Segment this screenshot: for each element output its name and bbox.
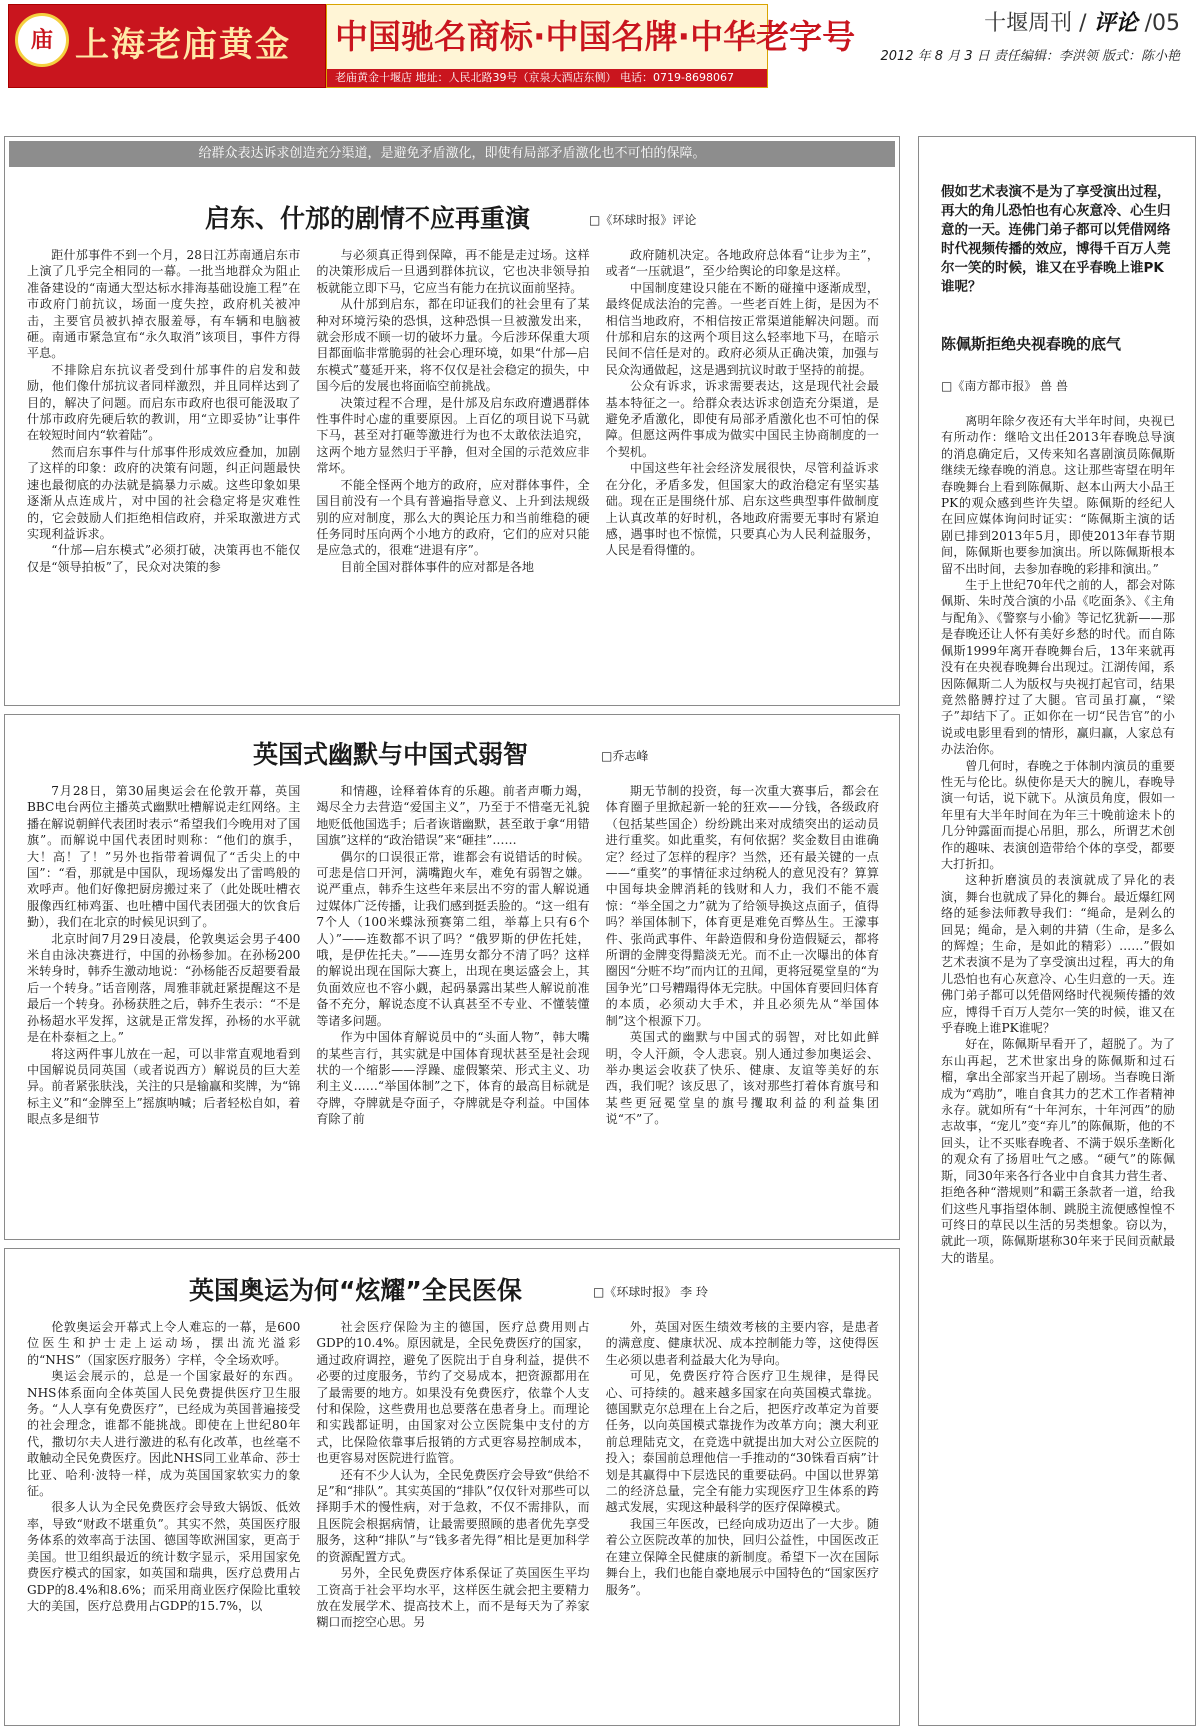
article-column-1 xyxy=(27,247,300,695)
ad-contact-text: 老庙黄金十堰店 地址：人民北路39号（京泉大酒店东侧） 电话：0719-8698067 xyxy=(335,71,734,84)
paragraph: “什邡—启东模式”必须打破，决策再也不能仅仅是“领导拍板”了，民众对决策的参 xyxy=(27,543,301,574)
paragraph: 可见，免费医疗符合医疗卫生规律，是得民心、可持续的。越来越多国家在向英国模式靠拢。德国默克尔总理在上台之后，把医疗改革定为首要任务，以向英国模式靠拢作为改革方向；澳大利亚前总理陆克文，在竞选中就提出加大对公立医院的投入；泰国前总理他信一手推动的“30铢看百病”计划是其赢得中下层选民的重要砝码。中国以世界第二的经济总量，完全有能力实现医疗卫生体系的跨越式发展，实现这种最科学的医疗保障模式。 xyxy=(605,1369,879,1515)
paragraph: 偶尔的口误很正常，谁都会有说错话的时候。可悲是信口开河，满嘴跑火车，难免有弱智之嫌。说严重点，韩乔生这些年来层出不穷的雷人解说通过媒体广泛传播，让我们感到挺丢脸的。“这一组有7个人（100米蝶泳预赛第二组，举幕上只有6个人）”——连数都不识了吗？“俄罗斯的伊佐托娃，哦，是伊佐托夫。”——连男女都分不清了吗？这样的解说出现在国际大赛上，出现在奥运盛会上，其负面效应也不容小觑，起码暴露出某些人解说前准备不充分，解说态度不认真甚至不专业、不懂装懂等诸多问题。 xyxy=(316,849,590,1028)
article-column-2 xyxy=(316,783,589,1231)
paragraph: 不能全怪两个地方的政府，应对群体事件，全国目前没有一个具有普遍指导意义、上升到法规级别的应对制度，那么大的舆论压力和当前维稳的硬任务同时压向两个小地方的政府，它们的应对只能是应急式的，很难“进退有序”。 xyxy=(316,477,590,558)
ad-slogan: 中国驰名商标·中国名牌·中华老字号 xyxy=(335,17,856,56)
ad-brand-name: 上海老庙黄金 xyxy=(75,25,291,65)
article-banner: 给群众表达诉求创造充分渠道，是避免矛盾激化，即使有局部矛盾激化也不可怕的保障。 xyxy=(9,141,895,167)
article-column-1 xyxy=(27,1319,300,1719)
paragraph: 决策过程不合理，是什邡及启东政府遭遇群体性事件时心虚的重要原因。上百亿的项目说下马就下马，甚至对打砸等激进行为也不太敢依法追究，这两个地方显然归于平静，但对全国的示范效应非常坏。 xyxy=(316,395,590,476)
article-qidong-shifang xyxy=(4,136,900,706)
paragraph: 北京时间7月29日凌晨，伦敦奥运会男子400米自由泳决赛进行，中国的孙杨参加。在孙杨200米转身时，韩乔生激动地说：“孙杨能否反超要看最后一个转身。”话音刚落，周雅菲就赶紧提醒这不是最后一个转身。孙杨获胜之后，韩乔生表示：“不是孙杨超水平发挥，这就是正常发挥，孙杨的水平就是在朴泰桓之上。” xyxy=(27,931,301,1045)
article-source: □《环球时报》 李 玲 xyxy=(593,1285,708,1299)
page-title: 十堰周刊 / 评论 /05 xyxy=(984,11,1180,36)
paragraph: 然而启东事件与什邡事件形成效应叠加，加剧了这样的印象：政府的决策有问题，纠正问题最快速也最彻底的办法就是搞暴力示威。这些印象如果逐渐从点连成片，对中国的社会稳定将是灾难性的，它会鼓励人们拒绝相信政府，并采取激进方式实现利益诉求。 xyxy=(27,444,301,541)
article-body xyxy=(27,247,879,695)
article-source: □《环球时报》评论 xyxy=(589,213,697,227)
article-column-2 xyxy=(316,1319,589,1719)
section-name: 评论 xyxy=(1093,11,1138,36)
paragraph: 这种折磨演员的表演就成了异化的表演，舞台也就成了异化的舞台。最近爆红网络的延参法师教导我们：“绳命，是剁么的回晃；绳命，是入刺的井猜（生命，是多么的辉煌；生命，是如此的精彩）……”假如艺术表演不是为了享受演出过程，再大的角儿恐怕也有心灰意冷、心生归意的一天。连佛门弟子都可以凭借网络时代视频传播的效应，博得千百万人莞尔一笑的时候，谁又在乎春晚上谁PK谁呢？ xyxy=(941,873,1175,1036)
article-column-3 xyxy=(606,783,879,1231)
article-british-humor xyxy=(4,714,900,1240)
sidebar-source: □《南方都市报》 兽 兽 xyxy=(941,379,1068,393)
paragraph: 伦敦奥运会开幕式上令人难忘的一幕，是600位医生和护士走上运动场，摆出流光溢彩的“NHS”（国家医疗服务）字样，令全场欢呼。 xyxy=(27,1320,301,1367)
paragraph: 和情趣，诠释着体育的乐趣。前者声嘶力竭，竭尽全力去营造“爱国主义”，乃至于不惜毫无礼貌地贬低他国选手；后者诙谐幽默，甚至敢于拿“用错国旗”这样的“政治错误”来“砸挂”…… xyxy=(316,784,590,848)
paragraph: 我国三年医改，已经向成功迈出了一大步。随着公立医院改革的加快，回归公益性，中国医改正在建立保障全民健康的新制度。希望下一次在国际舞台上，我们也能自豪地展示中国特色的“国家医疗服务”。 xyxy=(605,1516,879,1597)
paragraph: 期无节制的投资，每一次重大赛事后，都会在体育圈子里掀起新一轮的狂欢——分钱，各级政府（包括某些国企）纷纷跳出来对成绩突出的运动员进行重奖。如此重奖，有何依据？奖金数目由谁确定？经过了怎样的程序？当然，还有最关键的一点——“重奖”的事情征求过纳税人的意见没有？算算中国每块金牌消耗的钱财和人力，我们不能不震惊：“举全国之力”就为了给领导换这点面子，值得吗？举国体制下，体育更是难免百弊丛生。王濛事件、张尚武事件、年龄造假和身份造假疑云，都将所谓的金牌变得黯淡无光。而不止一次曝出的体育圈因“分赃不均”而内讧的丑闻，更将冠冕堂皇的“为国争光”口号糟蹋得体无完肤。中国体育要回归体育的本质，必须动大手术，并且必须先从“举国体制”这个根源下刀。 xyxy=(605,784,879,1028)
date-editor-line: 2012 年 8 月 3 日 责任编辑：李洪领 版式：陈小艳 xyxy=(880,49,1180,64)
article-column-3 xyxy=(606,1319,879,1719)
sidebar-headline: 陈佩斯拒绝央视春晚的底气 xyxy=(941,335,1122,353)
page-header xyxy=(880,6,1180,64)
paragraph: 奥运会展示的，总是一个国家最好的东西。NHS体系面向全体英国人民免费提供医疗卫生服务。“人人享有免费医疗”，已经成为英国普遍接受的社会理念，谁都不能挑战。即使在上世纪80年代，撒切尔夫人进行激进的私有化改革，也丝毫不敢触动全民免费医疗。因此NHS同工业革命、莎士比亚、哈利·波特一样，成为英国国家软实力的象征。 xyxy=(27,1369,301,1499)
sidebar-lede: 假如艺术表演不是为了享受演出过程，再大的角儿恐怕也有心灰意冷、心生归意的一天。连佛门弟子都可以凭借网络时代视频传播的效应，博得千百万人莞尔一笑的时候，谁又在乎春晚上谁PK谁呢？ xyxy=(941,184,1171,295)
paragraph: 另外，全民免费医疗体系保证了英国医生平均工资高于社会平均水平，这样医生就会把主要精力放在发展学术、提高技术上，而不是每天为了养家糊口而挖空心思。另 xyxy=(316,1566,590,1630)
paragraph: 英国式的幽默与中国式的弱智，对比如此鲜明，令人汗颜，令人悲哀。别人通过参加奥运会、举办奥运会收获了快乐、健康、友谊等美好的东西，我们呢？该反思了，该对那些打着体育旗号和某些更冠冕堂皇的旗号攫取利益的利益集团说“不”了。 xyxy=(605,1030,879,1127)
paragraph: 从什邡到启东，都在印证我们的社会里有了某种对环境污染的恐惧，这种恐惧一旦被激发出来，就会形成不顾一切的破坏力量。今后涉环保重大项目都面临非常脆弱的社会心理环境，如果“什邡—启东模式”蔓延开来，将不仅仅是社会稳定的损失，中国今后的发展也将面临空前挑战。 xyxy=(316,297,590,394)
ad-brand-panel xyxy=(8,4,326,88)
page-number: /05 xyxy=(1144,11,1180,36)
article-headline: 英国奥运为何“炫耀”全民医保 xyxy=(189,1276,522,1305)
article-column-1 xyxy=(27,783,300,1231)
paragraph: 社会医疗保险为主的德国，医疗总费用则占GDP的10.4%。原因就是，全民免费医疗的国家，通过政府调控，避免了医院出于自身利益，提供不必要的过度服务，节约了交易成本，把资源都用在了最需要的地方。如果没有免费医疗，依靠个人支付和保险，这些费用也总要落在患者身上。而理论和实践都证明，由国家对公立医院集中支付的方式，比保险依靠事后报销的方式更容易控制成本，也更容易对医院进行监管。 xyxy=(316,1320,590,1466)
paragraph: 7月28日，第30届奥运会在伦敦开幕，英国BBC电台两位主播英式幽默吐槽解说走红网络。主播在解说朝鲜代表团时表示“希望我们今晚用对了国旗”。而解说中国代表团时则称：“他们的旗手，大！高！了！”另外也指带着调侃了“舌尖上的中国”：“看，那就是中国队，现场爆发出了雷鸣般的欢呼声。他们好像把厨房搬过来了（此处既吐槽衣服像西红柿鸡蛋、也吐槽中国代表团强大的饮食后勤），我们在北京的时候见识到了。 xyxy=(27,784,301,930)
paragraph: 不排除启东抗议者受到什邡事件的启发和鼓励，他们像什邡抗议者同样激烈，并且同样达到了目的，解决了问题。而启东市政府也很可能汲取了什邡市政府先硬后软的教训，用“立即妥协”让事件在较短时间内“软着陆”。 xyxy=(27,362,301,443)
article-uk-healthcare xyxy=(4,1248,900,1726)
paragraph: 曾几何时，春晚之于体制内演员的重要性无与伦比。纵使你是天大的腕儿，春晚导演一句话，说下就下。从演员角度，假如一年里有大半年时间在为年三十晚前途未卜的几分钟露面而提心吊胆，那么，所谓艺术创作的趣味、表演创造带给个体的享受，都要大打折扣。 xyxy=(941,758,1175,871)
paragraph: 作为中国体育解说员中的“头面人物”，韩大嘴的某些言行，其实就是中国体育现状甚至是社会现状的一个缩影——浮躁、虚假繁荣、形式主义、功利主义……“举国体制”之下，体育的最高目标就是夺牌，夺牌就是夺面子，夺牌就是夺利益。中国体育除了前 xyxy=(316,1030,590,1127)
paragraph: 生于上世纪70年代之前的人，都会对陈佩斯、朱时茂合演的小品《吃面条》、《主角与配角》、《警察与小偷》等记忆犹新——那是春晚还让人怀有美好乡愁的时代。而自陈佩斯1999年离开春晚舞台后，13年来就再没有在央视春晚舞台出现过。江湖传闻，系因陈佩斯二人为版权与央视打起官司，结果竟然骼膊拧过了大腿。官司虽打赢，“梁子”却结下了。正如你在一切“民告官”的小说或电影里看到的情形，赢归赢，人家总有办法治你。 xyxy=(941,578,1175,757)
paragraph: 很多人认为全民免费医疗会导致大锅饭、低效率，导致“财政不堪重负”。其实不然，英国医疗服务体系的效率高于法国、德国等欧洲国家，更高于美国。世卫组织最近的统计数字显示，采用国家免费医疗模式的国家，如英国和瑞典，医疗总费用占GDP的8.4%和8.6%；而采用商业医疗保险比重较大的美国，医疗总费用占GDP的15.7%，以 xyxy=(27,1500,301,1613)
sidebar-body xyxy=(941,413,1175,1713)
paragraph: 还有不少人认为，全民免费医疗会导致“供给不足”和“排队”。其实英国的“排队”仅仅针对那些可以择期手术的慢性病，对于急救，不仅不需排队，而且医院会根据病情，让最需要照顾的患者优先享受服务，这种“排队”与“钱多者先得”相比是更加科学的资源配置方式。 xyxy=(316,1467,590,1564)
article-body xyxy=(27,1319,879,1719)
ad-slogan-panel xyxy=(326,4,856,88)
masthead-advertisement xyxy=(8,4,856,90)
ad-logo: 庙 xyxy=(15,13,69,67)
paragraph: 目前全国对群体事件的应对都是各地 xyxy=(340,559,535,574)
ad-contact-strip xyxy=(327,69,767,87)
article-headline: 启东、什邡的剧情不应再重演 xyxy=(205,204,531,233)
article-column-2 xyxy=(316,247,589,695)
paragraph: 将这两件事儿放在一起，可以非常直观地看到中国解说员同英国（或者说西方）解说员的巨大差异。前者紧张肤浅，关注的只是输赢和奖牌，为“锦标主义”和“金牌至上”摇旗呐喊；后者轻松自如，着眼点多是细节 xyxy=(27,1046,301,1127)
article-source: □乔志峰 xyxy=(601,749,649,763)
paragraph: 公众有诉求，诉求需要表达，这是现代社会最基本特征之一。给群众表达诉求创造充分渠道，是避免矛盾激化，即使有局部矛盾激化也不可怕的保障。但愿这两件事成为做实中国民主协商制度的一个契机。 xyxy=(605,379,879,459)
paper-name: 十堰周刊 xyxy=(984,11,1073,36)
paragraph: 与必须真正得到保障，再不能是走过场。这样的决策形成后一旦遇到群体抗议，它也决非领导拍板就能立即下马，它应当有能力在抗议面前坚持。 xyxy=(316,248,590,295)
article-body xyxy=(27,783,879,1231)
article-column-3 xyxy=(606,247,879,695)
paragraph: 外，英国对医生绩效考核的主要内容，是患者的满意度、健康状况、成本控制能力等，这使得医生必须以患者利益最大化为导向。 xyxy=(605,1320,879,1367)
paragraph: 离明年除夕夜还有大半年时间，央视已有所动作：继哈文出任2013年春晚总导演的消息确定后，又传来知名喜剧演员陈佩斯继续无缘春晚的消息。这让那些寄望在明年春晚舞台上看到陈佩斯、赵本山两大小品王PK的观众感到些许失望。陈佩斯的经纪人在回应媒体询问时证实：“陈佩斯主演的话剧已排到2013年5月，即使2013年春节期间，陈佩斯也要参加演出。所以陈佩斯根本留不出时间，去参加春晚的彩排和演出。” xyxy=(941,414,1175,576)
paragraph: 好在，陈佩斯早看开了，超脱了。为了东山再起，艺术世家出身的陈佩斯和过石榴，拿出全部家当开起了剧场。当春晚日渐成为“鸡肋”，唯自食其力的艺术工作者精神永存。就如所有“十年河东，十年河西”的励志故事，“宠儿”变“弃儿”的陈佩斯，他的不回头，让不买账春晚者、不满于娱乐垄断化的观众有了扬眉吐气之感。“硬气”的陈佩斯，同30年来各行各业中自食其力营生者、拒绝各种“潜规则”和霸王条款者一道，给我们这些凡事指望体制、跳脱主流便感惶惶不可终日的草民以生活的另类想象。窃以为，就此一项，陈佩斯堪称30年来于民间贡献最大的谐星。 xyxy=(941,1037,1175,1265)
article-headline: 英国式幽默与中国式弱智 xyxy=(253,740,529,769)
paragraph: 距什邡事件不到一个月，28日江苏南通启东市上演了几乎完全相同的一幕。一批当地群众为阻止准备建设的“南通大型达标水排海基础设施工程”在市政府门前抗议，场面一度失控，政府机关被冲击，主要官员被扒掉衣服羞辱，有车辆和电脑被砸。南通市紧急宣布“永久取消”该项目，事件方得平息。 xyxy=(27,248,301,361)
paragraph: 中国这些年社会经济发展很快，尽管利益诉求在分化，矛盾多发，但国家大的政治稳定有坚实基础。现在正是围绕什邡、启东这些典型事件做制度上认真改革的好时机，各地政府需要无事时有紧迫感，遇事时也不惊慌，只要真心为人民利益服务，人民是看得懂的。 xyxy=(605,461,879,558)
sidebar-article-chen-peisi xyxy=(918,136,1196,1726)
paragraph: 中国制度建设只能在不断的碰撞中逐渐成型，最终促成法治的完善。一些老百姓上街，是因为不相信当地政府，不相信按正常渠道能解决问题。而什邡和启东的这两个项目这么轻率地下马，在暗示民间不信任是对的。政府必须从正确决策，加强与民众沟通做起，这是遇到抗议时敢于坚持的前提。 xyxy=(605,280,879,377)
paragraph: 政府随机决定。各地政府总体看“让步为主”，或者“一压就退”，至少给舆论的印象是这样。 xyxy=(605,248,879,279)
